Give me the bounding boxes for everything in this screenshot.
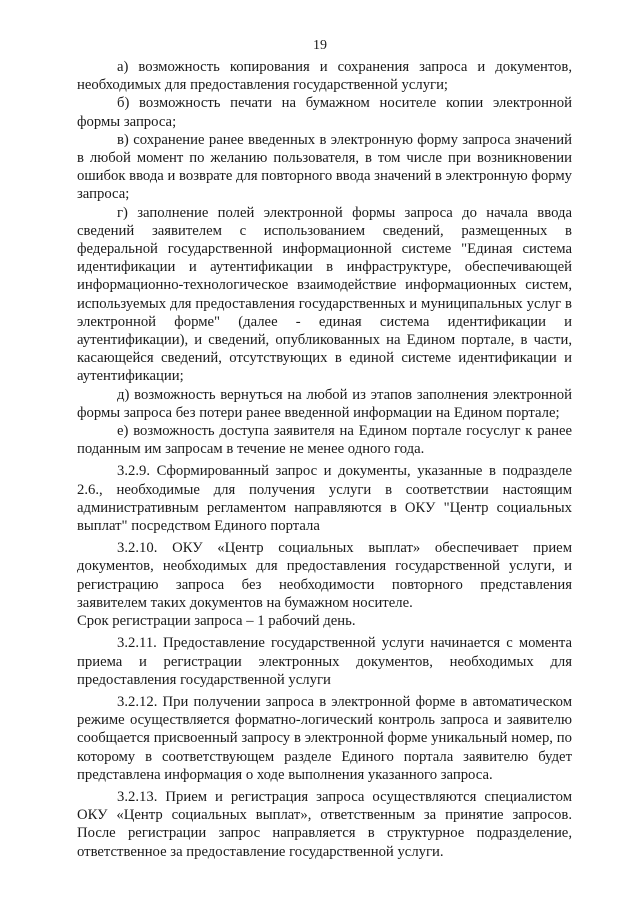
paragraph-3-2-11: 3.2.11. Предоставление государственной услуги начинается с момента приема и регистрации электронных документов, необходимых для предоставления государственной услуги <box>77 635 572 688</box>
paragraph-item-g: г) заполнение полей электронной формы запроса до начала ввода сведений заявителем с использованием сведений, размещенных в федеральной государственной информационной системе "Единая система идентификации и аутентификации в инфраструктуре, обеспечивающей информационно-технологическое взаимодействие информационных систем, используемых для предоставления государственных и муниципальных услуг в электронной форме" (далее - единая система идентификации и аутентификации), и сведений, опубликованных на Едином портале, в части, касающейся сведений, отсутствующих в единой системе идентификации и аутентификации; <box>77 204 572 385</box>
paragraph-3-2-9: 3.2.9. Сформированный запрос и документы, указанные в подразделе 2.6., необходимые для получения услуги в соответствии настоящим административным регламентом направляются в ОКУ "Центр социальных выплат" посредством Единого портала <box>77 463 572 535</box>
paragraph-registration-term: Срок регистрации запроса – 1 рабочий день. <box>77 613 356 630</box>
paragraph-3-2-10: 3.2.10. ОКУ «Центр социальных выплат» обеспечивает прием документов, необходимых для предоставления государственной услуги, и регистрацию запроса без необходимости повторного представления заявителем таких документов на бумажном носителе. <box>77 540 572 611</box>
paragraph-item-d: д) возможность вернуться на любой из этапов заполнения электронной формы запроса без потери ранее введенной информации на Едином портале; <box>77 386 572 421</box>
paragraph-3-2-12: 3.2.12. При получении запроса в электронной форме в автоматическом режиме осуществляется форматно-логический контроль запроса и заявителю сообщается присвоенный запросу в электронной форме уникальный номер, по которому в соответствующем разделе Единого портала заявителю будет представлена информация о ходе выполнения указанного запроса. <box>77 693 572 783</box>
paragraph-item-a: а) возможность копирования и сохранения запроса и документов, необходимых для предоставления государственной услуги; <box>77 59 572 94</box>
paragraph-item-v: в) сохранение ранее введенных в электронную форму запроса значений в любой момент по желанию пользователя, в том числе при возникновении ошибок ввода и возврате для повторного ввода значений в электронную форму запроса; <box>77 131 572 203</box>
document-body <box>77 58 572 861</box>
paragraph-item-b: б) возможность печати на бумажном носителе копии электронной формы запроса; <box>77 95 572 130</box>
paragraph-item-e: е) возможность доступа заявителя на Едином портале госуслуг к ранее поданным им запросам в течение не менее одного года. <box>77 423 572 458</box>
paragraph-3-2-13: 3.2.13. Прием и регистрация запроса осуществляются специалистом ОКУ «Центр социальных выплат», ответственным за принятие запросов. После регистрации запрос направляется в структурное подразделение, ответственное за предоставление государственной услуги. <box>77 788 572 860</box>
page-number: 19 <box>313 38 327 53</box>
